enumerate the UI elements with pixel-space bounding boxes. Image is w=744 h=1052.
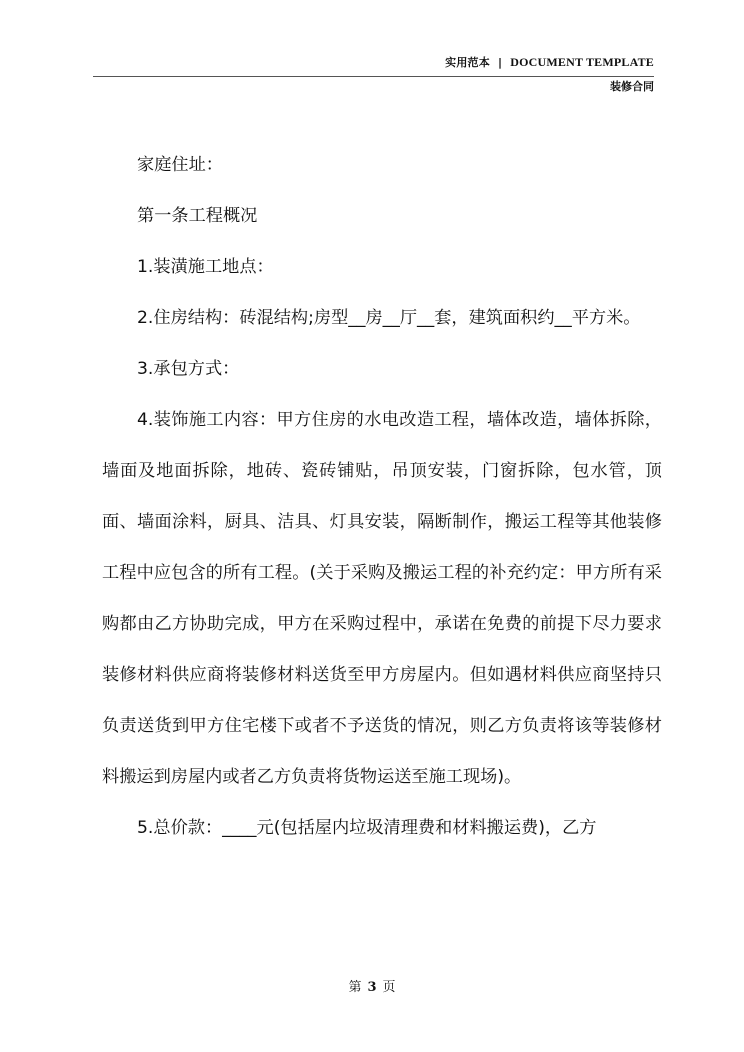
- header-separator: |: [498, 56, 503, 69]
- paragraph-section-title: 第一条工程概况: [137, 206, 258, 226]
- header-doc-type: 装修合同: [610, 80, 654, 93]
- header-title: [445, 54, 654, 70]
- footer-suffix: 页: [382, 980, 396, 995]
- header-title-en: DOCUMENT TEMPLATE: [510, 55, 654, 69]
- paragraph-total-price: 5.总价款：____元(包括屋内垃圾清理费和材料搬运费)，乙方: [137, 818, 597, 838]
- page-footer: [0, 976, 744, 995]
- page-number: 3: [367, 980, 377, 995]
- paragraph-construction-content: 4.装饰施工内容：甲方住房的水电改造工程，墙体改造，墙体拆除，墙面及地面拆除，地砖、瓷砖铺贴，吊顶安装，门窗拆除，包水管，顶面、墙面涂料，厨具、洁具、灯具安装，隔断制作，搬运工程等其他装修工程中应包含的所有工程。(关于采购及搬运工程的补充约定：甲方所有采购都由乙方协助完成，甲方在采购过程中，承诺在免费的前提下尽力要求装修材料供应商将装修材料送货至甲方房屋内。但如遇材料供应商坚持只负责送货到甲方住宅楼下或者不予送货的情况，则乙方负责将该等装修材料搬运到房屋内或者乙方负责将货物运送至施工现场)。: [102, 410, 662, 787]
- header-title-cn: 实用范本: [445, 56, 490, 69]
- document-body: [102, 140, 662, 854]
- paragraph-address: 家庭住址：: [137, 155, 223, 175]
- paragraph-structure: 2.住房结构：砖混结构;房型__房__厅__套，建筑面积约__平方米。: [137, 308, 641, 328]
- page-header: [93, 52, 654, 77]
- footer-prefix: 第: [348, 980, 362, 995]
- paragraph-contract-method: 3.承包方式：: [137, 359, 240, 379]
- paragraph-location: 1.装潢施工地点：: [137, 257, 274, 277]
